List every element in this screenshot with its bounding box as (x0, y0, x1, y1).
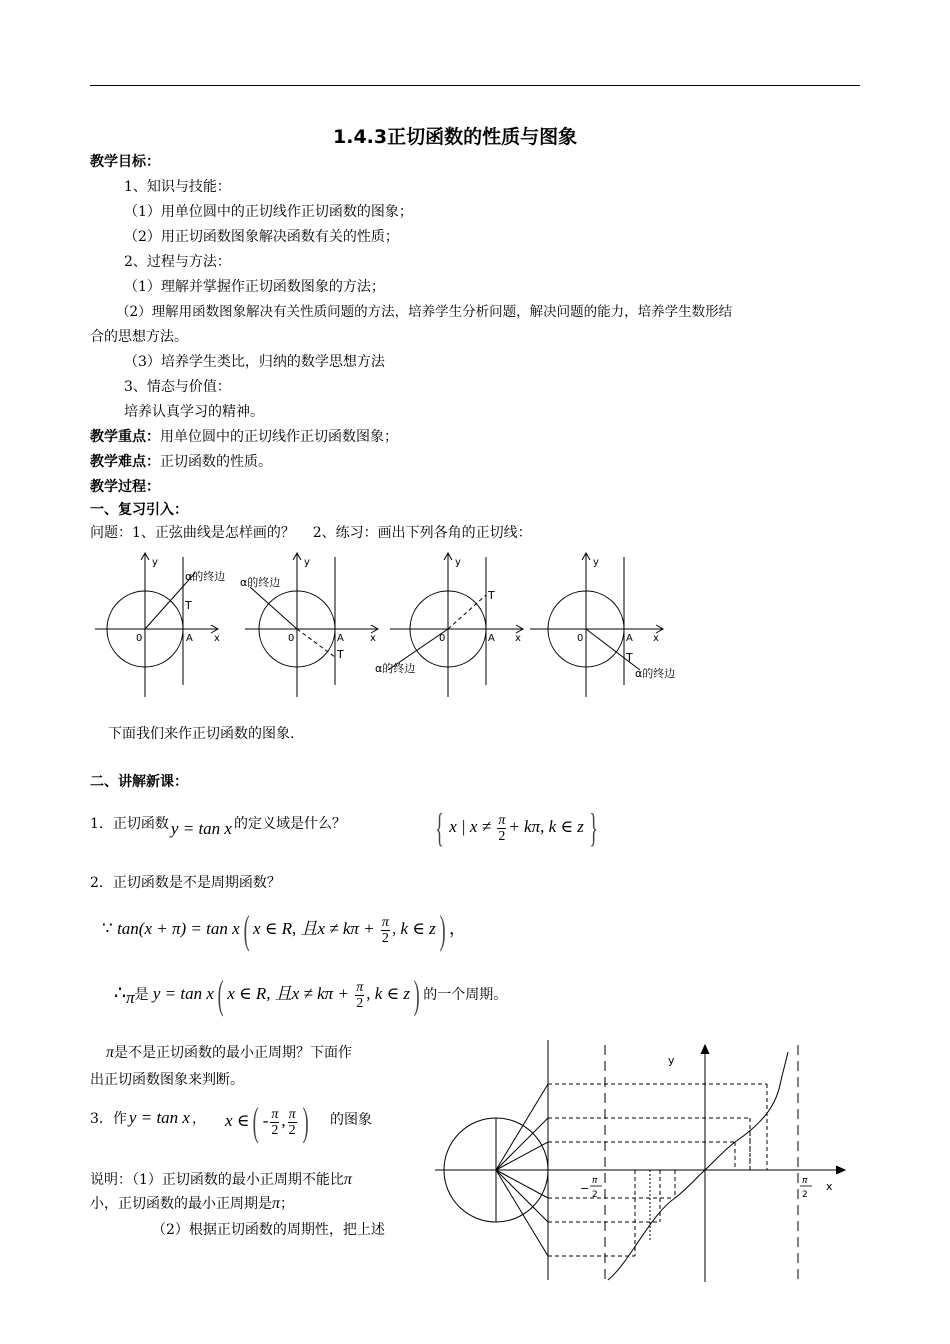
q3-prefix: 3．作 (90, 1111, 127, 1127)
fig1-a-label: A (186, 633, 193, 644)
period-text: 的一个周期。 (423, 987, 508, 1003)
domain-set (430, 805, 603, 850)
comma-mark: ， (449, 918, 467, 938)
fig4-a-label: A (626, 633, 633, 644)
note-1 (90, 1170, 352, 1190)
pi-symbol-4: π (272, 1195, 281, 1212)
is-text: 是 (134, 987, 149, 1003)
section2-heading: 二、讲解新课： (90, 774, 188, 790)
pi-symbol: π (126, 987, 135, 1007)
graph-neg-two: 2 (592, 1190, 598, 1200)
objective-2: 2、过程与方法： (124, 254, 231, 270)
fig1-t-label: T (185, 599, 192, 612)
fig1-x-label: x (214, 633, 220, 644)
period-proof-line (102, 907, 467, 952)
fig3-x-label: x (515, 633, 521, 644)
difficulty (90, 452, 272, 472)
header-rule (90, 85, 860, 86)
left-brace: { (435, 805, 444, 850)
graph-neg-pi: π (592, 1176, 598, 1186)
graph-pos-two: 2 (802, 1190, 808, 1200)
fig3-alpha-label: α的终边 (375, 662, 416, 675)
function-eq: y = tan x (152, 983, 214, 1003)
figure-1 (95, 553, 225, 697)
objective-2-2-cont: 合的思想方法。 (90, 329, 188, 345)
min-period-question-cont: 出正切函数图象来判断。 (90, 1072, 244, 1088)
fig3-o-label: 0 (439, 633, 446, 644)
domain-set-text: x | x ≠ (449, 816, 496, 836)
fig2-alpha-label: α的终边 (240, 576, 281, 589)
key-point-label: 教学重点： (90, 429, 160, 445)
because-symbol: ∵ (102, 918, 113, 938)
fig2-a-label: A (337, 633, 344, 644)
fig4-alpha-label: α的终边 (635, 667, 676, 680)
objective-3-1: 培养认真学习的精神。 (124, 404, 264, 420)
fig3-t-label: T (488, 589, 495, 602)
interval-right: ) (302, 1099, 309, 1144)
tangent-line-figures (90, 545, 710, 715)
followup-text: 下面我们来作正切函数的图象. (108, 726, 295, 742)
fig2-t-label: T (337, 648, 344, 661)
pi-over-2-b: $\frac{\pi}{2}$ (381, 914, 389, 946)
therefore-symbol: ∴ (114, 982, 127, 1004)
difficulty-label: 教学难点： (90, 454, 160, 470)
cond-set: x ∈ R, 且x ≠ kπ + (252, 918, 379, 938)
objective-1: 1、知识与技能： (124, 179, 231, 195)
figure-3 (375, 553, 523, 697)
fig4-t-label: T (626, 651, 633, 664)
objective-1-1: （1）用单位圆中的正切线作正切函数的图象； (124, 204, 413, 220)
fig4-y-label: y (593, 557, 599, 568)
figure-4 (530, 553, 675, 697)
interval-comma: , (281, 1110, 286, 1130)
q1-suffix: 的定义域是什么？ (233, 816, 346, 832)
graph-y-label: y (668, 1054, 675, 1067)
cond-left-brace: ( (243, 907, 250, 952)
fig3-y-label: y (455, 557, 461, 568)
fig4-o-label: 0 (577, 633, 584, 644)
right-brace: } (589, 805, 598, 850)
note-1-cont (90, 1194, 294, 1214)
objectives-heading: 教学目标： (90, 154, 160, 170)
difficulty-text: 正切函数的性质。 (160, 454, 272, 470)
interval (225, 1099, 312, 1144)
figure-2 (240, 553, 378, 697)
graph-pos-pi: π (802, 1176, 808, 1186)
pi-over-2: $\frac{\pi}{2}$ (498, 812, 506, 844)
q1-prefix: 1．正切函数 (90, 816, 169, 832)
pos-pi-over-2: $\frac{\pi}{2}$ (288, 1106, 296, 1138)
cond2-set: x ∈ R, 且x ≠ kπ + (227, 983, 354, 1003)
key-point-text: 用单位圆中的正切线作正切函数图象； (160, 429, 398, 445)
fig1-o-label: 0 (136, 633, 143, 644)
cond2-right-brace: ) (413, 972, 420, 1017)
objective-1-2: （2）用正切函数图象解决函数有关的性质； (124, 229, 399, 245)
fig2-o-label: 0 (288, 633, 295, 644)
q3-suffix: 的图象 (330, 1112, 372, 1128)
objective-2-1: （1）理解并掌握作正切函数图象的方法； (124, 279, 385, 295)
fig2-y-label: y (304, 557, 310, 568)
cond-k-in-z: , k ∈ z (391, 918, 436, 938)
section1-heading: 一、复习引入： (90, 502, 188, 518)
min-period-line1: 是不是正切函数的最小正周期？下面作 (114, 1045, 353, 1061)
tangent-graph-figure (430, 1040, 860, 1285)
pi-symbol-2: π (106, 1044, 115, 1061)
question-1 (90, 813, 346, 838)
q1-function: y = tan x (170, 819, 232, 838)
review-question: 问题：1、正弦曲线是怎样画的？ 2、练习：画出下列各角的正切线： (90, 525, 532, 541)
domain-plus-kpi: + kπ, k ∈ z (508, 816, 584, 836)
fig1-y-label: y (152, 557, 158, 568)
cond-right-brace: ) (439, 907, 446, 952)
question-2: 2．正切函数是不是周期函数？ (90, 875, 281, 891)
cond2-left-brace: ( (217, 972, 224, 1017)
fig3-a-label: A (488, 633, 495, 644)
pi-symbol-3: π (343, 1171, 352, 1188)
q3-function: y = tan x (128, 1108, 190, 1127)
q3-comma: ， (191, 1111, 206, 1127)
neg-pi-over-2: $\frac{\pi}{2}$ (271, 1106, 279, 1138)
fig1-alpha-label: α的终边 (185, 570, 226, 583)
note-1b: 小，正切函数的最小正周期是 (90, 1196, 272, 1212)
graph-x-label: x (826, 1180, 833, 1193)
note-1a: 说明：（1）正切函数的最小正周期不能比 (90, 1172, 344, 1188)
objective-3: 3、情态与价值： (124, 379, 231, 395)
note-2: （2）根据正切函数的周期性，把上述 (152, 1222, 385, 1238)
objective-2-2: （2）理解用函数图象解决有关性质问题的方法，培养学生分析问题，解决问题的能力，培养学生数形结 (116, 304, 733, 320)
interval-lead: x ∈ (225, 1110, 250, 1130)
fig2-x-label: x (370, 633, 376, 644)
period-conclusion-line (114, 972, 508, 1017)
page-title: 1.4.3正切函数的性质与图象 (333, 126, 578, 148)
tan-shift: tan(x + π) = tan x (117, 918, 240, 938)
interval-neg: - (262, 1110, 269, 1130)
graph-neg-sign: − (580, 1182, 590, 1195)
process-heading: 教学过程： (90, 479, 160, 495)
min-period-question (106, 1043, 352, 1063)
question-3 (90, 1108, 206, 1129)
cond2-k-in-z: , k ∈ z (366, 983, 410, 1003)
pi-over-2-c: $\frac{\pi}{2}$ (356, 979, 364, 1011)
note-1c: ； (280, 1196, 295, 1212)
objective-2-3: （3）培养学生类比，归纳的数学思想方法 (124, 354, 385, 370)
fig4-x-label: x (653, 633, 659, 644)
interval-left: ( (253, 1099, 260, 1144)
key-point (90, 427, 398, 447)
